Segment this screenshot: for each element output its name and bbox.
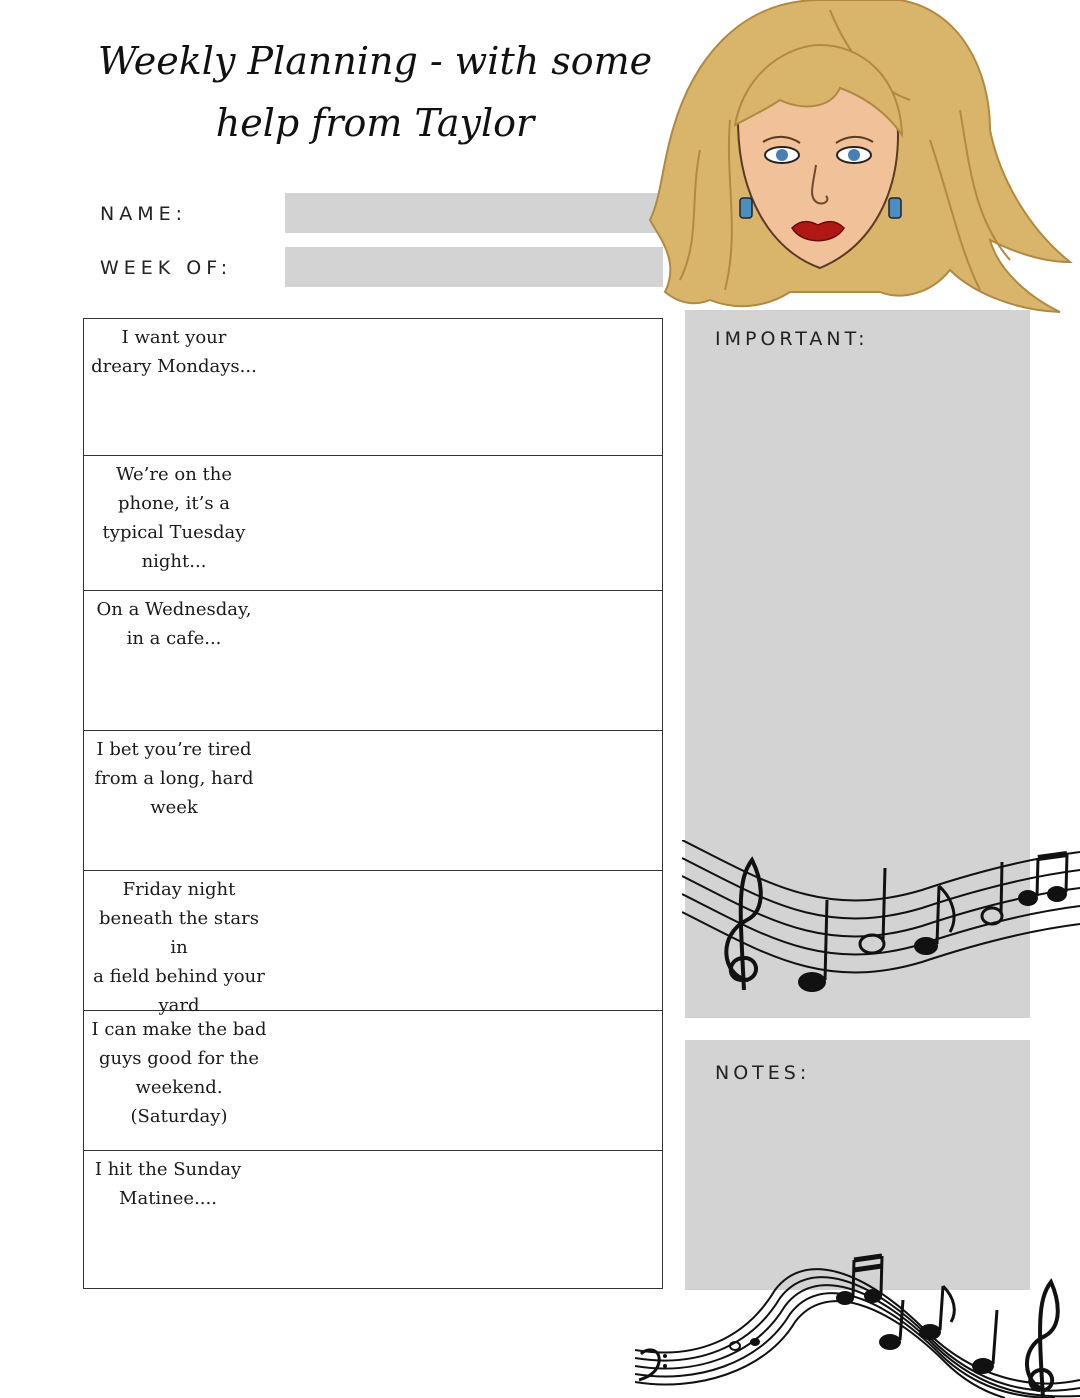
important-label: IMPORTANT: <box>715 328 869 350</box>
title-line-2: help from Taylor <box>215 101 535 145</box>
music-staff-icon <box>682 840 1080 1000</box>
day-row-wednesday[interactable] <box>84 591 662 731</box>
name-label: NAME: <box>100 203 188 225</box>
week-of-field[interactable] <box>285 247 663 287</box>
day-prompt-wednesday: On a Wednesday, in a cafe... <box>96 599 252 649</box>
weekly-day-table <box>83 318 663 1289</box>
day-row-sunday[interactable] <box>84 1151 662 1288</box>
day-prompt-friday: Friday night beneath the stars in a field behind your yard <box>93 879 265 1016</box>
day-prompt-tuesday: We’re on the phone, it’s a typical Tuesday night... <box>102 464 246 572</box>
day-row-monday[interactable] <box>84 319 662 456</box>
day-prompt-thursday: I bet you’re tired from a long, hard week <box>94 739 254 818</box>
day-row-thursday[interactable] <box>84 731 662 871</box>
portrait-illustration <box>630 0 1080 320</box>
page-title <box>60 30 690 154</box>
day-row-tuesday[interactable] <box>84 456 662 591</box>
week-of-label: WEEK OF: <box>100 257 233 279</box>
day-row-saturday[interactable] <box>84 1011 662 1151</box>
notes-label: NOTES: <box>715 1062 811 1084</box>
day-prompt-saturday: I can make the bad guys good for the weekend. (Saturday) <box>91 1019 267 1127</box>
name-field[interactable] <box>285 193 663 233</box>
day-prompt-sunday: I hit the Sunday Matinee.... <box>94 1159 242 1209</box>
music-staff-icon <box>635 1250 1080 1398</box>
title-line-1: Weekly Planning - with some <box>97 39 653 83</box>
day-prompt-monday: I want your dreary Mondays... <box>91 327 257 377</box>
day-row-friday[interactable] <box>84 871 662 1016</box>
